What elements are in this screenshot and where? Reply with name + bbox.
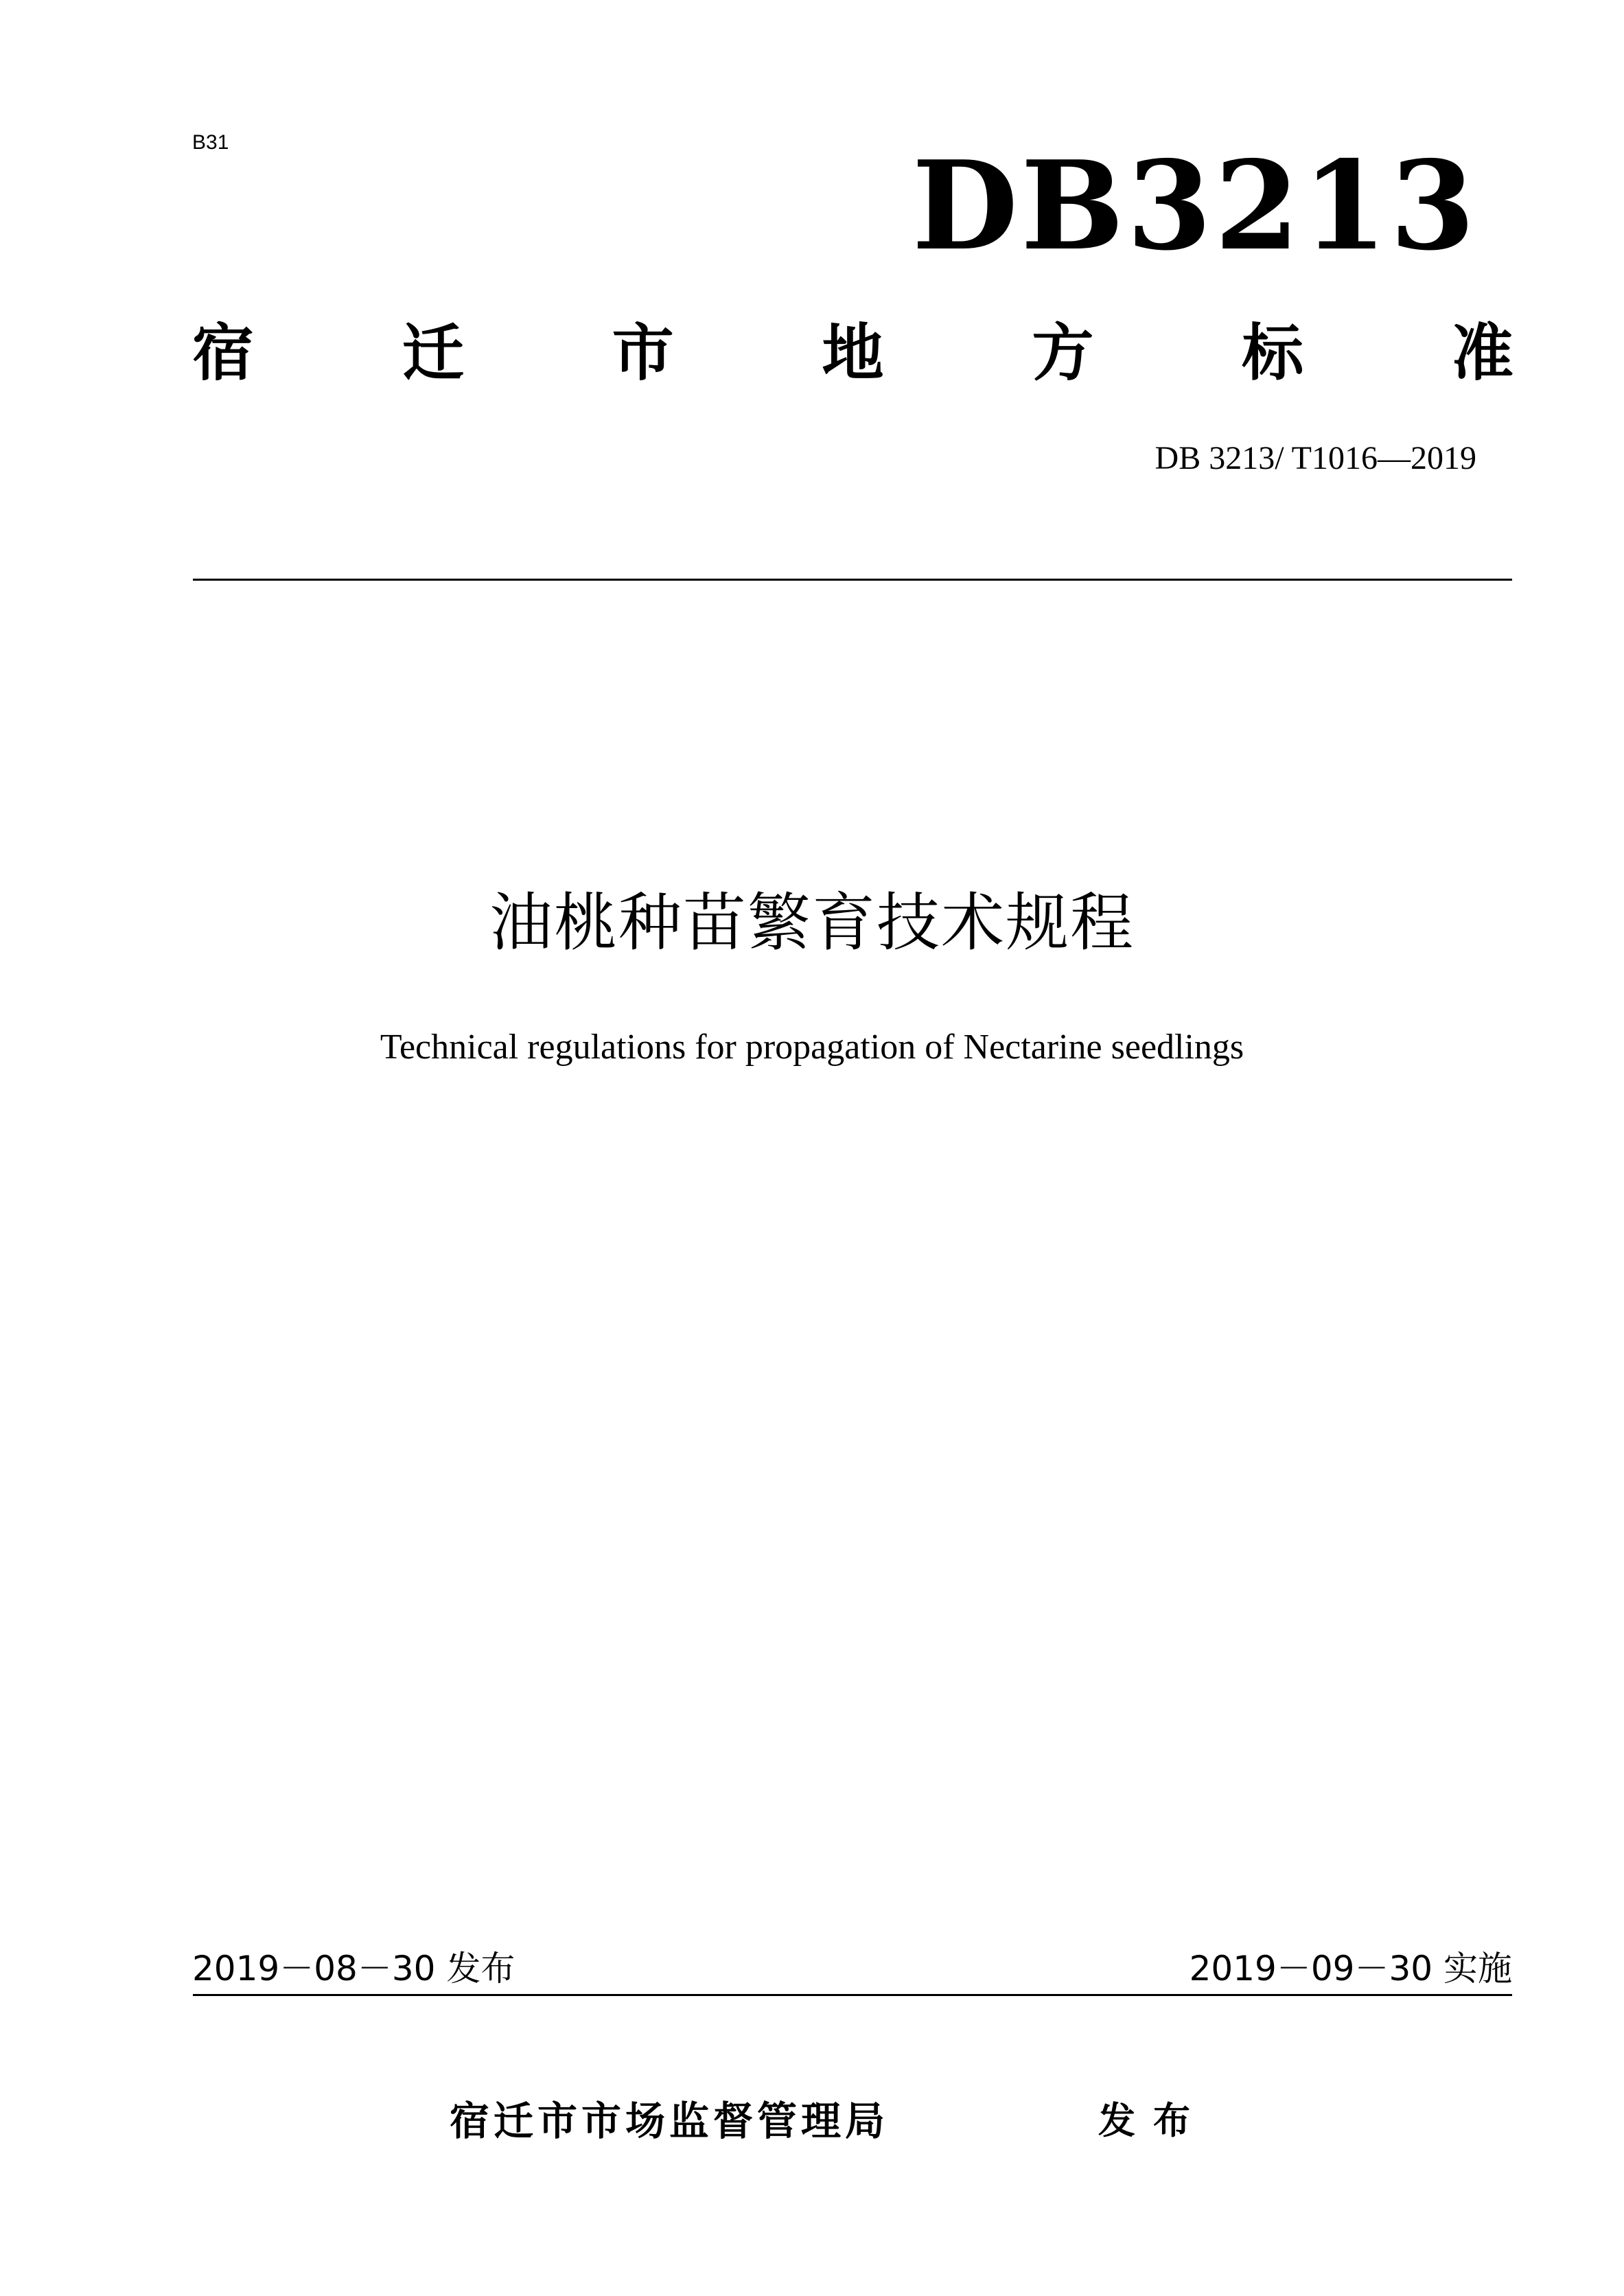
standard-type-char: 宿 bbox=[192, 317, 254, 389]
footer-divider bbox=[193, 1994, 1512, 1996]
standard-code: DB3213 bbox=[912, 134, 1478, 277]
implementation-date: 2019－09－30 实施 bbox=[1189, 1949, 1512, 1988]
standard-type-heading bbox=[192, 312, 1513, 395]
standard-type-char: 迁 bbox=[402, 317, 464, 389]
publish-label: 发布 bbox=[1098, 2099, 1208, 2142]
standard-type-char: 市 bbox=[612, 317, 674, 389]
standard-number: DB 3213/ T1016—2019 bbox=[1155, 440, 1476, 476]
classification-code: B31 bbox=[192, 131, 229, 154]
standard-type-char: 准 bbox=[1451, 317, 1513, 389]
standard-type-char: 标 bbox=[1242, 317, 1304, 389]
document-title-chinese: 油桃种苗繁育技术规程 bbox=[489, 886, 1135, 960]
document-title-english: Technical regulations for propagation of Nectarine seedlings bbox=[380, 1028, 1244, 1067]
publisher-name: 宿迁市市场监督管理局 bbox=[450, 2098, 890, 2144]
standard-type-char: 方 bbox=[1032, 317, 1094, 389]
issue-date: 2019－08－30 发布 bbox=[192, 1949, 515, 1988]
standard-type-char: 地 bbox=[822, 317, 884, 389]
header-divider bbox=[193, 579, 1512, 581]
